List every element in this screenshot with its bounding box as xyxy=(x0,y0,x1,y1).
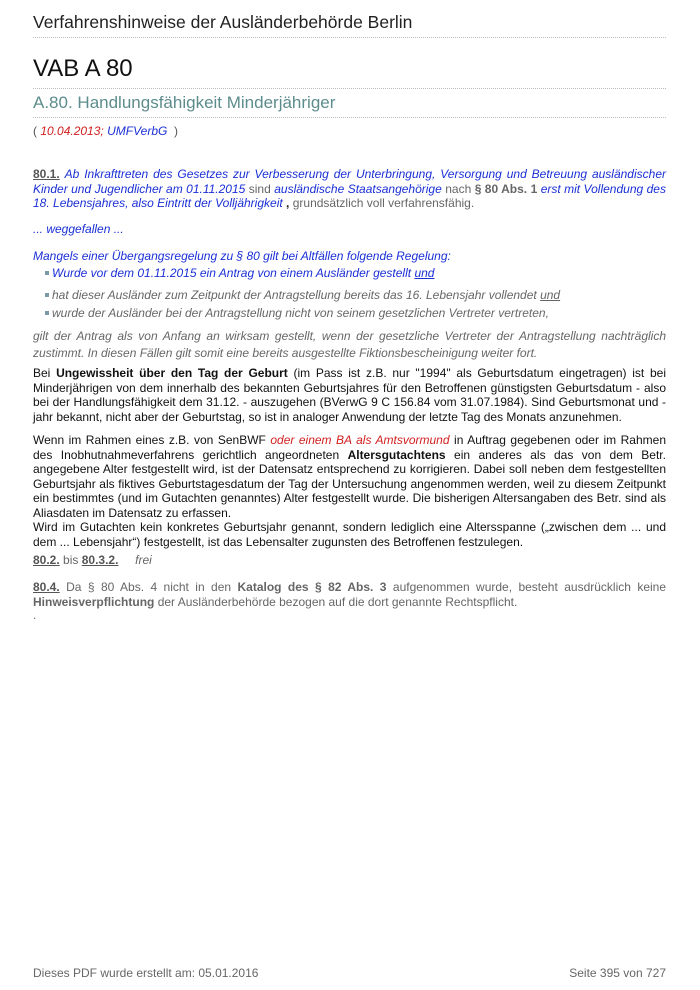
p1-law-ref: § 80 Abs. 1 xyxy=(474,181,538,196)
p1-comma: , xyxy=(286,196,290,210)
paragraph-80-4 xyxy=(33,580,666,609)
document-code: VAB A 80 xyxy=(33,55,666,89)
bullet-2-text: hat dieser Ausländer zum Zeitpunkt der Antragstellung bereits das 16. Lebensjahr vollendet xyxy=(52,288,537,302)
ref-law-link[interactable]: UMFVerbG xyxy=(107,124,168,138)
p1-text-a: Ab Inkrafttreten des Gesetzes zur Verbesserung der Unterbringung, Versorgung und Betreuung ausländischer Kinder und Jugendlicher am 01.11.2015 xyxy=(33,167,666,196)
paragraph-ungewissheit xyxy=(33,366,666,424)
p802-bis: bis xyxy=(63,553,79,567)
ref-close: ) xyxy=(174,124,178,138)
trailing-dot: . xyxy=(33,608,37,622)
p1-text-c: ausländische Staatsangehörige xyxy=(274,181,442,196)
bullet-3-text: wurde der Ausländer bei der Antragstellung nicht von seinem gesetzlichen Vertreter vertreten, xyxy=(52,306,549,320)
wenn-text-c: in Auftrag gegebenen oder im Rahmen des Inobhutnahmeverfahrens gerichtlich angeordneten xyxy=(33,433,666,462)
list-item-1 xyxy=(45,266,434,280)
bullet-square-icon xyxy=(45,311,49,315)
section-link-80-3-2[interactable]: 80.3.2. xyxy=(81,553,119,567)
mangels-intro: Mangels einer Übergangsregelung zu § 80 gilt bei Altfällen folgende Regelung: xyxy=(33,249,451,263)
wenn-text-e: ein anderes als das von dem Betr. angegebene Alter festgestellt wird, ist der Datensatz entsprechend zu korrigieren. Dabei soll neben dem festgestellten Geburtsjahr als fiktives Geburtstagesdatum der Tag der Untersuchung angenommen werden, weil zu diesem Zeitpunkt ein bestimmtes (und im Gutachten genanntes) Alter festgestellt wurde. Die bisherigen Altersangaben des Betr. sind als Aliasdaten im Datensatz zu erfassen. xyxy=(33,447,666,520)
paragraph-80-2 xyxy=(33,553,666,568)
p1-text-d: nach xyxy=(445,181,472,196)
bei-bold: Ungewissheit über den Tag der Geburt xyxy=(56,366,288,380)
bei-text-a: Bei xyxy=(33,366,51,380)
wenn-text-a: Wenn im Rahmen eines z.B. von SenBWF xyxy=(33,433,266,447)
ref-date: 10.04.2013; xyxy=(40,124,104,138)
section-link-80-4[interactable]: 80.4. xyxy=(33,580,60,594)
p1-text-f: erst mit Vollendung des 18. Lebensjahres, also Eintritt der Volljährigkeit xyxy=(33,181,666,210)
p1-text-h: grundsätzlich voll verfahrensfähig. xyxy=(292,196,475,210)
section-link-80-1[interactable]: 80.1. xyxy=(33,167,60,181)
bullet-2-und: und xyxy=(540,288,561,302)
p804-bold-hinweis: Hinweisverpflichtung xyxy=(33,594,155,609)
section-title: A.80. Handlungsfähigkeit Minderjähriger xyxy=(33,93,666,118)
section-link-80-2[interactable]: 80.2. xyxy=(33,553,60,567)
ref-open: ( xyxy=(33,124,37,138)
p804-bold-katalog: Katalog des § 82 Abs. 3 xyxy=(237,580,387,594)
reference-line xyxy=(33,124,178,138)
wenn-red-text: oder einem BA als Amtsvormund xyxy=(270,433,450,447)
bullet-square-icon xyxy=(45,293,49,297)
list-item-3 xyxy=(45,306,549,320)
p802-frei: frei xyxy=(135,553,152,567)
bullet-1-text: Wurde vor dem 01.11.2015 ein Antrag von einem Ausländer gestellt xyxy=(52,266,412,280)
p1-text-b: sind xyxy=(248,181,271,196)
footer-page-number: Seite 395 von 727 xyxy=(569,966,666,980)
p804-text-c: aufgenommen wurde, besteht ausdrücklich keine xyxy=(392,580,667,594)
document-header: Verfahrenshinweise der Ausländerbehörde Berlin xyxy=(33,12,666,38)
weggefallen-note: ... weggefallen ... xyxy=(33,222,124,236)
wenn-bold: Altersgutachtens xyxy=(347,447,446,462)
paragraph-altersgutachten xyxy=(33,433,666,549)
bei-text-c: (im Pass ist z.B. nur "1994" als Geburtsdatum eingetragen) ist bei Minderjährigen von dem innerhalb des bekannten Geburtsjahres für den Betroffenen günstigsten Geburtsdatum - also bei der Handlungsfähigkeit dem 31.12. - auszugehen (BVerwG 9 C 156.84 vom 31.07.1984). Sind Geburtsmonat und -jahr bekannt, nicht aber der Geburtstag, so ist in analoger Anwendung der letzte Tag des Monats anzunehmen. xyxy=(33,366,666,424)
p804-text-e: der Ausländerbehörde bezogen auf die dort genannte Rechtspflicht. xyxy=(157,594,518,609)
paragraph-80-1 xyxy=(33,167,666,211)
p804-text-a: Da § 80 Abs. 4 nicht in den xyxy=(66,580,232,594)
list-item-2 xyxy=(45,288,560,302)
bullet-1-und: und xyxy=(414,266,435,280)
wenn-text-f: Wird im Gutachten kein konkretes Geburtsjahr genannt, sondern lediglich eine Altersspanne („zwischen dem ... und dem ... Lebensjahr“) festgestellt, ist das Lebensalter zugunsten des Betroffenen festzulegen. xyxy=(33,520,666,549)
bullet-square-icon xyxy=(45,271,49,275)
gilt-paragraph: gilt der Antrag als von Anfang an wirksam gestellt, wenn der gesetzliche Vertreter der Antragstellung nachträglich zustimmt. In diesen Fällen gilt somit eine bereits ausgestellte Fiktionsbescheinigung weiter fort. xyxy=(33,329,666,360)
footer-created: Dieses PDF wurde erstellt am: 05.01.2016 xyxy=(33,966,259,980)
